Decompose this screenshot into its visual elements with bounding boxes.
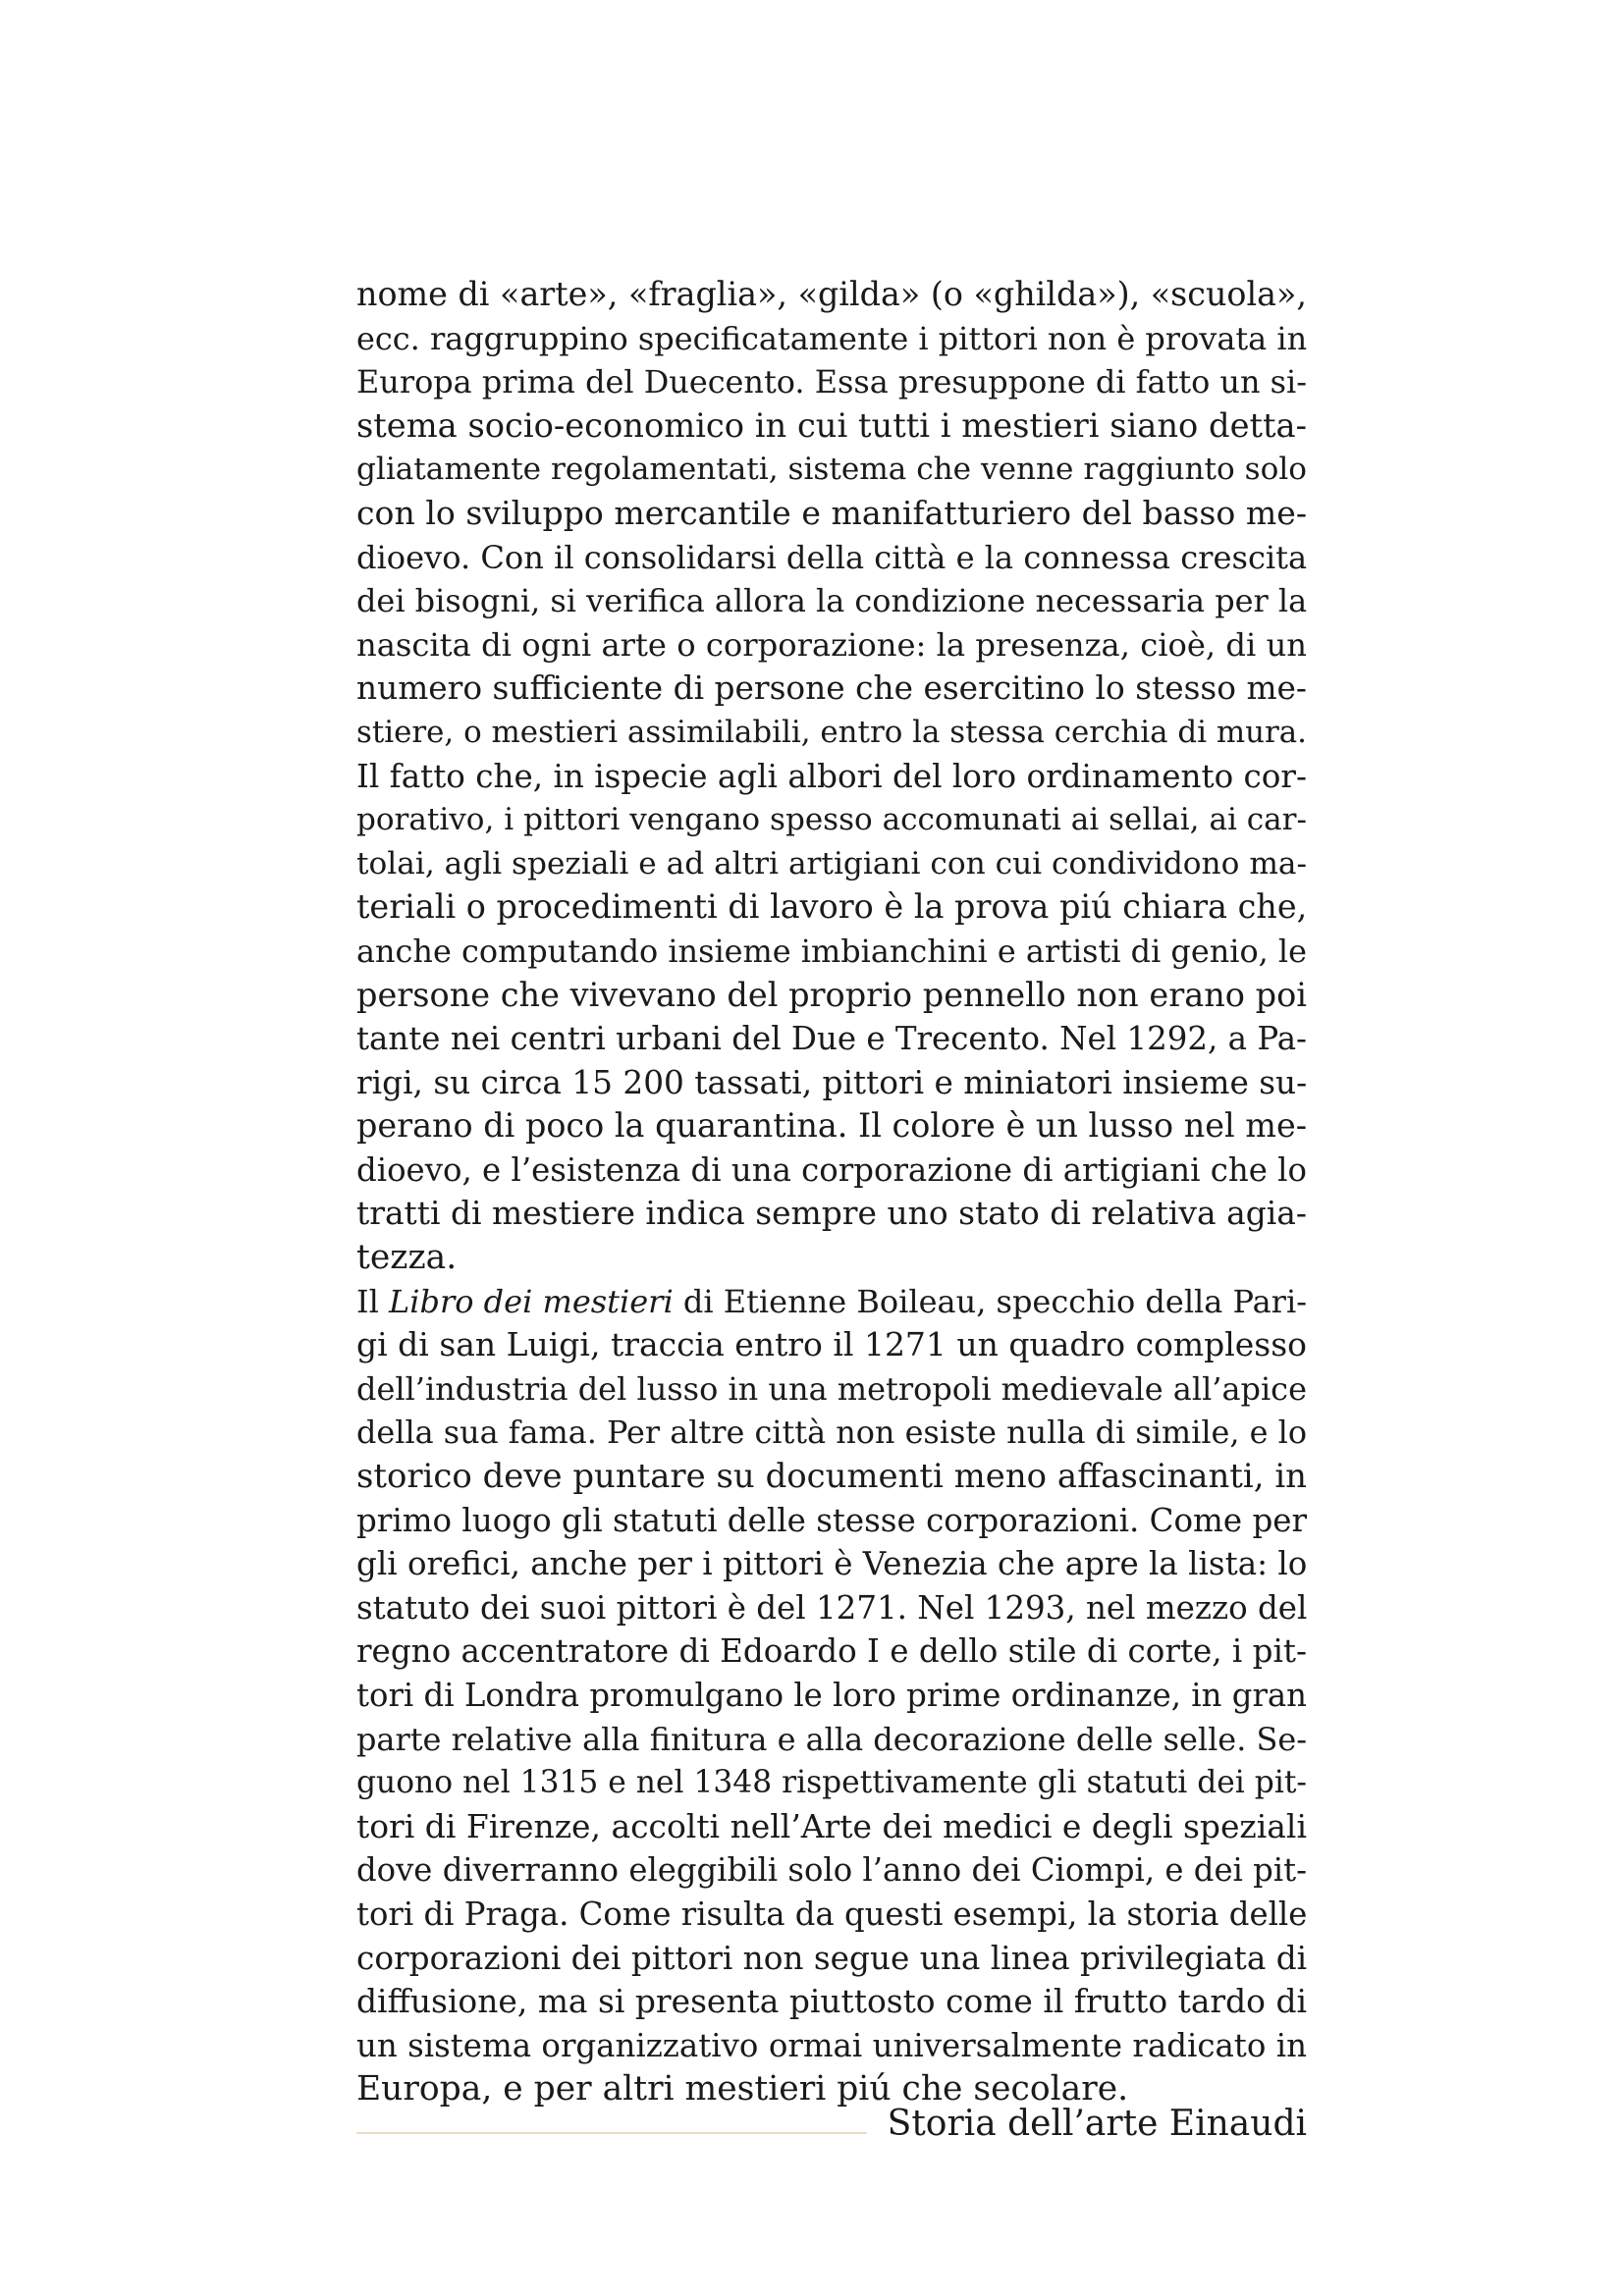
text-segment: dioevo. Con il consolidarsi della città e la connessa crescita xyxy=(356,538,1308,576)
text-line xyxy=(356,536,1307,580)
text-line xyxy=(356,711,1307,755)
text-line xyxy=(356,755,1307,799)
text-segment: gliatamente regolamentati, sistema che venne raggiunto solo xyxy=(356,452,1307,488)
text-segment: perano di poco la quarantina. Il colore è un lusso nel me- xyxy=(356,1106,1307,1146)
text-line xyxy=(356,842,1307,886)
text-segment: un sistema organizzativo ormai universalmente radicato in xyxy=(356,2026,1307,2064)
text-segment: persone che vivevano del proprio pennello non erano poi xyxy=(356,975,1307,1014)
text-segment: rigi, su circa 15 200 tassati, pittori e miniatori insieme su- xyxy=(356,1063,1308,1101)
text-segment: tori di Praga. Come risulta da questi esempi, la storia delle xyxy=(356,1895,1308,1933)
text-segment: diffusione, ma si presenta piuttosto come il frutto tardo di xyxy=(356,1982,1307,2021)
text-line xyxy=(356,1104,1307,1148)
text-segment: gi di san Luigi, traccia entro il 1271 un quadro complesso xyxy=(356,1325,1307,1364)
text-line xyxy=(356,1761,1307,1805)
text-line xyxy=(356,1805,1307,1849)
text-line xyxy=(356,1718,1307,1762)
text-segment: di Etienne Boileau, specchio della Pari- xyxy=(673,1282,1307,1320)
text-line xyxy=(356,1017,1307,1061)
text-line xyxy=(356,1411,1307,1455)
text-segment: dove diverranno eleggibili solo l’anno dei Ciompi, e dei pit- xyxy=(356,1851,1307,1890)
text-segment: tolai, agli speziali e ad altri artigiani con cui condividono ma- xyxy=(356,845,1307,881)
text-line xyxy=(356,1061,1307,1105)
text-line xyxy=(356,1192,1307,1236)
text-line xyxy=(356,623,1307,667)
text-line xyxy=(356,360,1307,404)
text-segment: storico deve puntare su documenti meno affascinanti, in xyxy=(356,1457,1307,1496)
text-segment: della sua fama. Per altre città non esiste nulla di simile, e lo xyxy=(356,1414,1307,1452)
text-line xyxy=(356,1455,1307,1499)
text-segment: guono nel 1315 e nel 1348 rispettivamente gli statuti dei pit- xyxy=(356,1765,1307,1801)
text-line xyxy=(356,1499,1307,1543)
text-segment: dioevo, e l’esistenza di una corporazione di artigiani che lo xyxy=(356,1150,1307,1189)
body-text xyxy=(356,273,1307,2111)
text-segment: tante nei centri urbani del Due e Trecento. Nel 1292, a Pa- xyxy=(356,1020,1307,1058)
text-segment: Il xyxy=(356,1282,390,1320)
text-segment: stiere, o mestieri assimilabili, entro la stessa cerchia di mura. xyxy=(356,714,1307,750)
text-line xyxy=(356,1629,1307,1674)
text-line xyxy=(356,1937,1307,1981)
text-line xyxy=(356,1848,1307,1893)
text-segment: tezza. xyxy=(356,1238,458,1278)
text-line xyxy=(356,1148,1307,1193)
text-line xyxy=(356,1280,1307,1324)
text-segment: Europa prima del Duecento. Essa presuppone di fatto un si- xyxy=(356,363,1307,401)
text-segment: numero sufficiente di persone che esercitino lo stesso me- xyxy=(356,669,1307,708)
text-line xyxy=(356,1323,1307,1367)
text-segment: dei bisogni, si verifica allora la condizione necessaria per la xyxy=(356,582,1308,620)
text-line xyxy=(356,448,1307,492)
text-segment: dell’industria del lusso in una metropoli medievale all’apice xyxy=(356,1369,1307,1408)
text-line xyxy=(356,1367,1307,1412)
text-line xyxy=(356,667,1307,711)
text-line xyxy=(356,1586,1307,1630)
text-segment: primo luogo gli statuti delle stesse corporazioni. Come per xyxy=(356,1501,1307,1539)
text-segment: tori di Firenze, accolti nell’Arte dei medici e degli speziali xyxy=(356,1806,1307,1845)
text-line xyxy=(356,1542,1307,1586)
text-segment: Europa, e per altri mestieri piú che secolare. xyxy=(356,2069,1129,2109)
text-line xyxy=(356,579,1307,623)
text-line xyxy=(356,492,1307,536)
text-segment: gli orefici, anche per i pittori è Venezia che apre la lista: lo xyxy=(356,1545,1308,1583)
text-line xyxy=(356,885,1307,930)
italic-title-text: Libro dei mestieri xyxy=(389,1282,674,1320)
footer-title: Storia dell’arte Einaudi xyxy=(887,2104,1307,2144)
text-line xyxy=(356,2024,1307,2068)
text-line xyxy=(356,930,1307,974)
text-segment: ecc. raggruppino specificatamente i pittori non è provata in xyxy=(356,319,1308,357)
text-segment: Il fatto che, in ispecie agli albori del loro ordinamento cor- xyxy=(356,757,1307,795)
text-segment: tori di Londra promulgano le loro prime ordinanze, in gran xyxy=(356,1677,1307,1714)
text-segment: stema socio-economico in cui tutti i mestieri siano detta- xyxy=(356,405,1307,445)
text-line xyxy=(356,798,1307,842)
text-segment: statuto dei suoi pittori è del 1271. Nel 1293, nel mezzo del xyxy=(356,1588,1308,1627)
text-segment: teriali o procedimenti di lavoro è la prova piú chiara che, xyxy=(356,887,1308,927)
text-line xyxy=(356,404,1307,449)
text-line xyxy=(356,1236,1307,1280)
text-line xyxy=(356,1674,1307,1718)
text-line xyxy=(356,1893,1307,1937)
text-segment: porativo, i pittori vengano spesso accomunati ai sellai, ai car- xyxy=(356,802,1307,838)
text-segment: nome di «arte», «fraglia», «gilda» (o «ghilda»), «scuola», xyxy=(356,275,1307,313)
text-line xyxy=(356,1980,1307,2024)
text-line xyxy=(356,974,1307,1018)
text-segment: tratti di mestiere indica sempre uno stato di relativa agia- xyxy=(356,1194,1307,1233)
text-segment: con lo sviluppo mercantile e manifatturiero del basso me- xyxy=(356,493,1307,532)
text-segment: anche computando insieme imbianchini e artisti di genio, le xyxy=(356,932,1307,970)
text-segment: nascita di ogni arte o corporazione: la presenza, cioè, di un xyxy=(356,625,1307,664)
text-segment: corporazioni dei pittori non segue una linea privilegiata di xyxy=(356,1939,1308,1977)
text-segment: regno accentratore di Edoardo I e dello stile di corte, i pit- xyxy=(356,1632,1307,1671)
text-segment: parte relative alla finitura e alla decorazione delle selle. Se- xyxy=(356,1720,1308,1758)
footer-rule xyxy=(356,2132,867,2134)
text-line xyxy=(356,317,1307,361)
text-line xyxy=(356,273,1307,317)
